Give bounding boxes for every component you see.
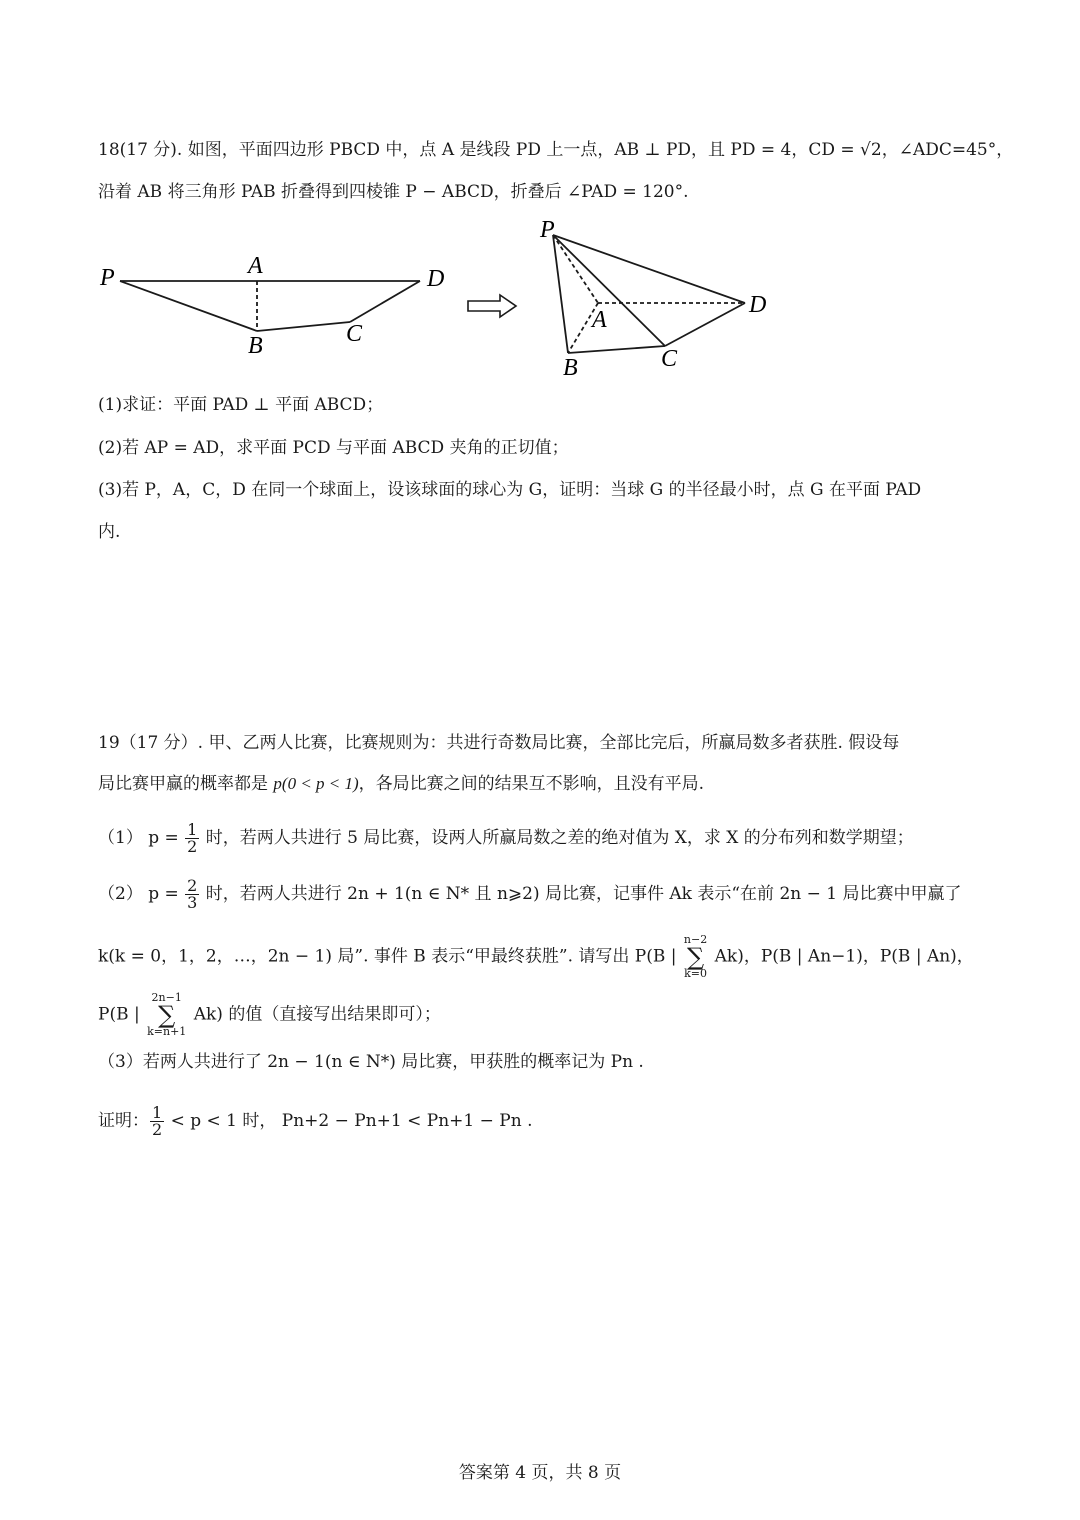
q19-line1: 19（17 分）. 甲、乙两人比赛，比赛规则为：共进行奇数局比赛，全部比完后，所赢局数多者获胜. 假设每	[98, 733, 900, 753]
sum1-bot: k=0	[684, 967, 707, 980]
q19-sub2-frac	[185, 878, 199, 911]
q19-sub1-frac	[185, 822, 199, 855]
q19-line2-a: 局比赛甲赢的概率都是	[98, 774, 274, 794]
q19-sub1-a: （1） p =	[98, 828, 185, 848]
fig-left-label-A: A	[248, 253, 263, 279]
q19-sub2-line3	[98, 992, 441, 1038]
q19-sub1	[98, 822, 914, 855]
q19-proof-frac-num: 1	[152, 1103, 163, 1122]
q19-sub3: （3）若两人共进行了 2n − 1(n ∈ N*) 局比赛，甲获胜的概率记为 Pn .	[98, 1052, 644, 1072]
fig-right-label-B: B	[563, 355, 578, 381]
arrow-icon	[468, 295, 516, 317]
q19-line2	[98, 772, 704, 796]
fig-right-label-D: D	[749, 292, 767, 318]
sum1-top: n−2	[683, 933, 708, 946]
sum2-top: 2n−1	[151, 991, 182, 1004]
q18-part3a: (3)若 P，A，C，D 在同一个球面上，设该球面的球心为 G，证明：当球 G 的半径最小时，点 G 在平面 PAD	[98, 480, 922, 500]
q19-proof	[98, 1105, 533, 1138]
q19-proof-a: 证明：	[98, 1111, 149, 1131]
sum-operator-1: n−2 ∑ k=0	[683, 933, 708, 980]
fig-left-label-P: P	[100, 265, 115, 291]
fig-left-label-B: B	[248, 333, 263, 359]
q19-line2-b: ，各局比赛之间的结果互不影响，且没有平局.	[358, 774, 705, 794]
fig-left-quadrilateral	[120, 281, 420, 331]
q18-line1: 18(17 分). 如图，平面四边形 PBCD 中，点 A 是线段 PD 上一点，AB ⊥ PD，且 PD = 4，CD = √2，∠ADC=45°，	[98, 140, 1014, 160]
q19-sub2-line2	[98, 934, 974, 980]
fig-right-pyramid	[553, 235, 745, 353]
q19-line2-math: p(0 < p < 1)	[273, 774, 359, 793]
fig-left-label-D: D	[427, 266, 445, 292]
fig-right-label-C: C	[661, 346, 678, 372]
fig-left-label-C: C	[346, 321, 363, 347]
q19-sub2d-b: Ak) 的值（直接写出结果即可）；	[188, 1004, 441, 1025]
sum2-bot: k=n+1	[147, 1025, 187, 1038]
q19-proof-frac-den: 2	[152, 1120, 163, 1139]
q19-sub1-b: 时，若两人共进行 5 局比赛，设两人所赢局数之差的绝对值为 X，求 X 的分布列和数学期望；	[200, 828, 914, 848]
q18-line2: 沿着 AB 将三角形 PAB 折叠得到四棱锥 P − ABCD，折叠后 ∠PAD = 120°.	[98, 182, 689, 202]
sum-operator-2: 2n−1 ∑ k=n+1	[147, 991, 187, 1038]
q18-part1: (1)求证：平面 PAD ⊥ 平面 ABCD；	[98, 395, 384, 415]
q19-sub1-frac-den: 2	[187, 837, 198, 856]
q19-proof-frac	[150, 1105, 164, 1138]
q19-sub1-frac-num: 1	[187, 820, 198, 839]
page-footer: 答案第 4 页，共 8 页	[458, 1463, 622, 1483]
q19-sub2	[98, 878, 962, 911]
q19-sub2-a: （2） p =	[98, 884, 185, 904]
fig-right-label-A: A	[592, 307, 607, 333]
q19-sub2-frac-den: 3	[187, 893, 198, 912]
q19-sub2c-a: k(k = 0，1，2，…，2n − 1) 局”. 事件 B 表示“甲最终获胜”. 请写出 P(B |	[98, 946, 682, 967]
q18-part3b: 内.	[98, 522, 121, 542]
q19-sub2-b: 时，若两人共进行 2n + 1(n ∈ N* 且 n⩾2) 局比赛，记事件 Ak 表示“在前 2n − 1 局比赛中甲赢了	[200, 884, 962, 904]
q19-sub2-frac-num: 2	[187, 876, 198, 895]
q19-proof-b: < p < 1 时， Pn+2 − Pn+1 < Pn+1 − Pn .	[165, 1111, 533, 1131]
q19-sub2d-a: P(B |	[98, 1004, 146, 1025]
q19-sub2c-b: Ak)，P(B | An−1)，P(B | An)，	[709, 946, 974, 967]
q18-part2: (2)若 AP = AD，求平面 PCD 与平面 ABCD 夹角的正切值；	[98, 438, 569, 458]
fig-right-label-P: P	[540, 217, 555, 243]
q18-figures	[0, 210, 1080, 390]
